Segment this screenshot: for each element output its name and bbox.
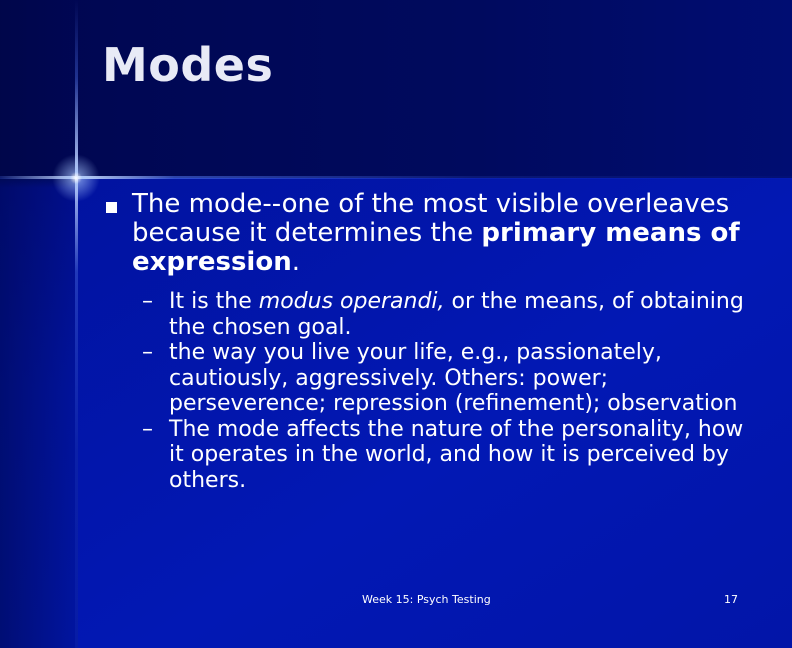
slide-title: Modes: [102, 38, 274, 92]
main-bullet-end: .: [291, 247, 300, 277]
dash-bullet-icon: –: [142, 289, 153, 314]
sub-bullet-italic-text: modus operandi,: [258, 289, 445, 314]
slide-content: [100, 190, 750, 493]
sub-bullet-item: [142, 417, 750, 494]
dash-bullet-icon: –: [142, 416, 153, 442]
slide-footer: Week 15: Psych Testing: [362, 593, 491, 606]
sub-bullet-item: [142, 340, 750, 417]
slide-left-band: [0, 0, 78, 648]
sparkle-horizontal-line: [0, 176, 792, 179]
square-bullet-icon: [106, 202, 117, 213]
slide-page-number: 17: [724, 593, 738, 606]
sub-bullet-text: The mode affects the nature of the personality, how it operates in the world, and how it is perceived by others.: [169, 416, 744, 493]
main-bullet: [100, 190, 750, 277]
sub-bullet-text: the way you live your life, e.g., passionately, cautiously, aggressively. Others: power; perseverence; repression (refinement); observation: [169, 340, 738, 416]
sub-bullet-list: [100, 289, 750, 493]
main-bullet-text: The mode--one of the most visible overleaves because it determines the: [132, 189, 730, 248]
sub-bullet-item: [142, 289, 750, 340]
sparkle-vertical-line: [75, 0, 78, 648]
dash-bullet-icon: –: [142, 340, 153, 365]
sparkle-star-icon: [52, 154, 100, 202]
main-bullet-bold-text: primary means of expression: [132, 218, 740, 277]
sub-bullet-text: It is the: [169, 289, 259, 314]
sub-bullet-text: or the means, of obtaining the chosen goal.: [169, 289, 744, 340]
